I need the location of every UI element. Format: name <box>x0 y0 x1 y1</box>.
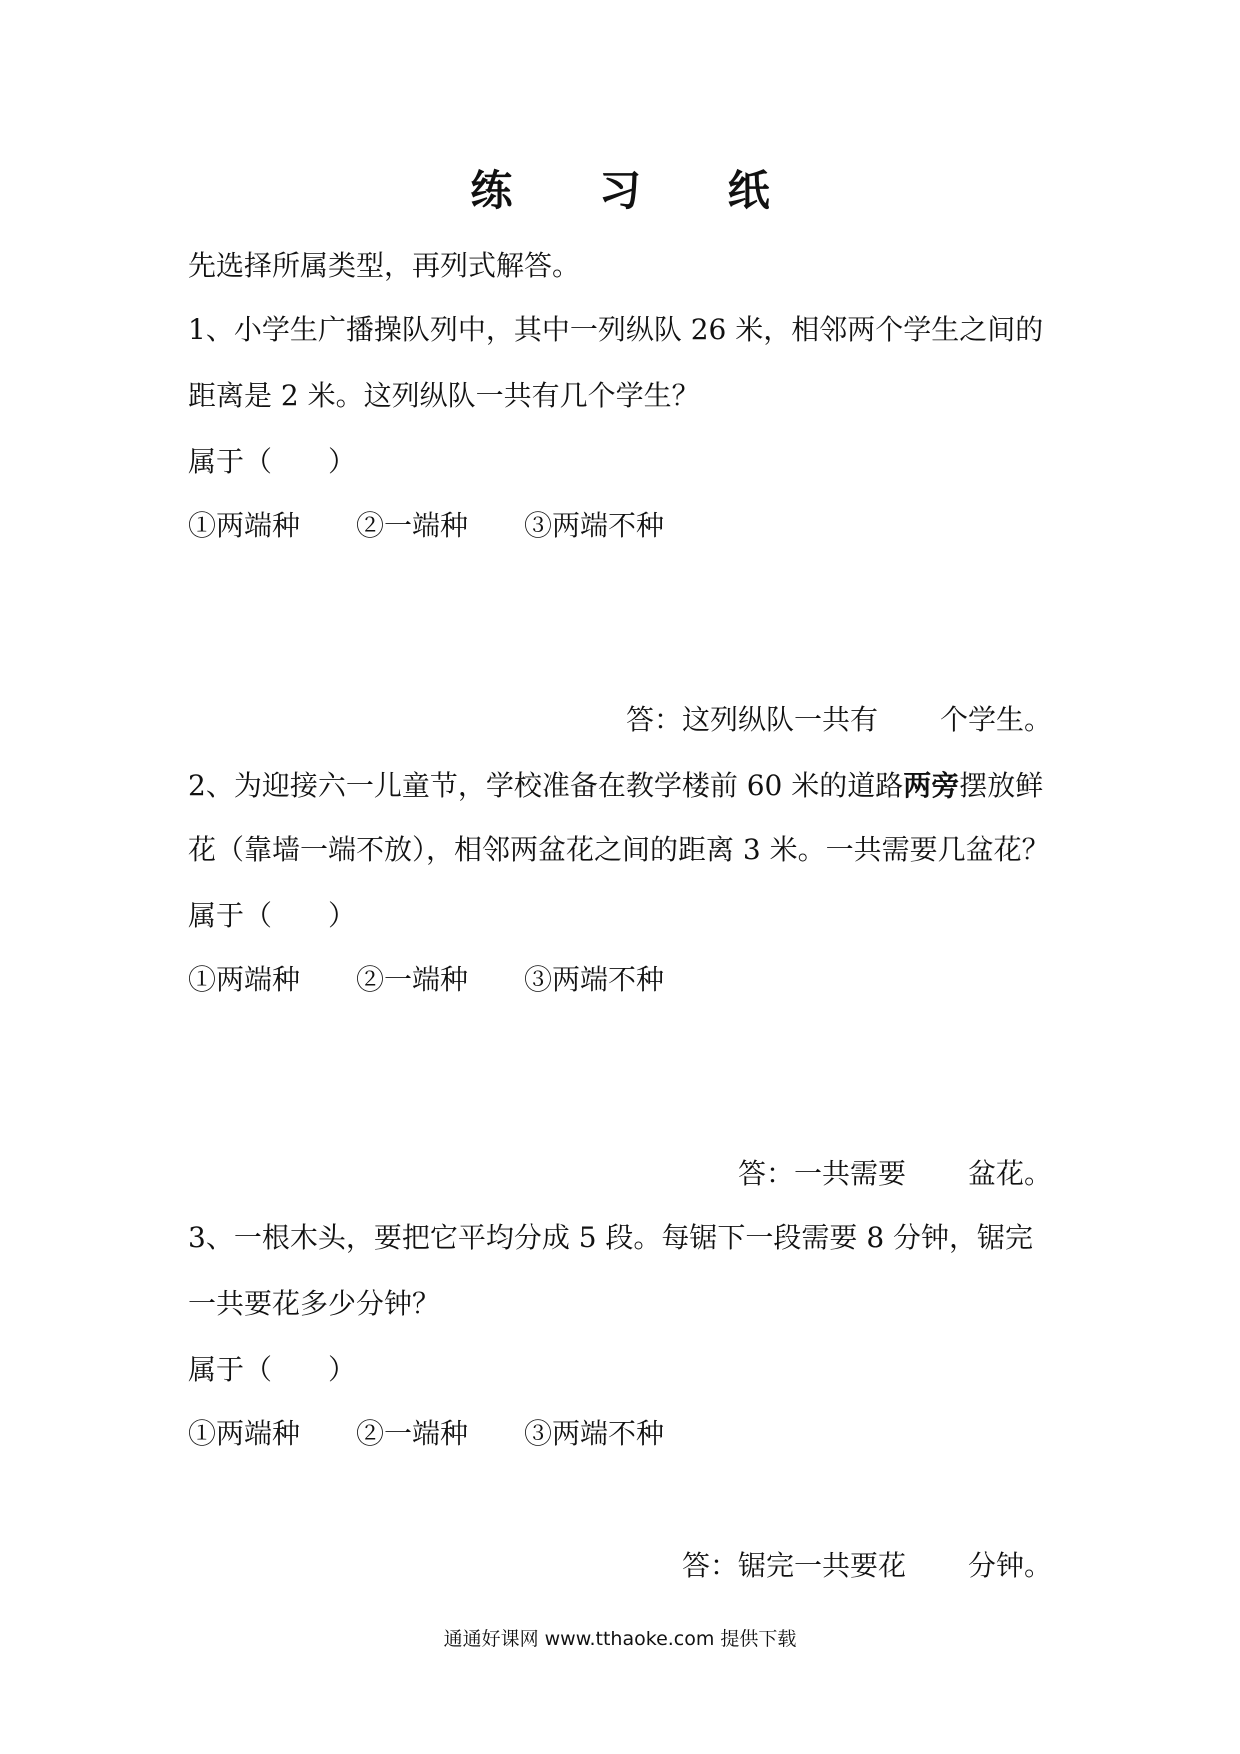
option-one-end: ②一端种 <box>356 963 469 996</box>
question-1-answer <box>626 700 1052 740</box>
answer-suffix: 个学生。 <box>939 703 1052 736</box>
question-2-answer <box>738 1154 1052 1194</box>
answer-suffix: 分钟。 <box>967 1549 1052 1582</box>
answer-prefix: 答：一共需要 <box>737 1157 906 1190</box>
question-1-options <box>188 506 720 546</box>
question-1-line-2: 距离是 2 米。这列纵队一共有几个学生？ <box>188 379 700 412</box>
option-both-ends: ①两端种 <box>188 509 301 542</box>
question-3-line-1: 3、一根木头，要把它平均分成 5 段。每锯下一段需要 8 分钟，锯完 <box>188 1221 1034 1254</box>
question-2-line-2: 花（靠墙一端不放），相邻两盆花之间的距离 3 米。一共需要几盆花？ <box>188 833 1050 866</box>
option-no-ends: ③两端不种 <box>524 963 665 996</box>
question-2-text-a: 2、为迎接六一儿童节，学校准备在教学楼前 60 米的道路 <box>188 769 904 802</box>
option-no-ends: ③两端不种 <box>524 1417 665 1450</box>
question-2-options <box>188 960 720 1000</box>
option-both-ends: ①两端种 <box>188 1417 301 1450</box>
answer-prefix: 答：锯完一共要花 <box>681 1549 906 1582</box>
option-one-end: ②一端种 <box>356 1417 469 1450</box>
question-3-answer <box>682 1546 1052 1586</box>
page-title: 练 习 纸 <box>470 166 806 215</box>
option-one-end: ②一端种 <box>356 509 469 542</box>
question-3-type-blank: 属于（ ） <box>188 1353 357 1386</box>
question-3-line-2: 一共要花多少分钟？ <box>188 1287 441 1320</box>
answer-suffix: 盆花。 <box>967 1157 1052 1190</box>
question-2-type-blank: 属于（ ） <box>188 899 357 932</box>
instructions: 先选择所属类型，再列式解答。 <box>188 249 581 282</box>
option-no-ends: ③两端不种 <box>524 509 665 542</box>
question-3-options <box>188 1414 720 1454</box>
question-2-line-1 <box>188 766 1043 806</box>
footer-source: 通通好课网 www.tthaoke.com 提供下载 <box>443 1628 797 1650</box>
option-both-ends: ①两端种 <box>188 963 301 996</box>
question-1-type-blank: 属于（ ） <box>188 445 357 478</box>
question-2-text-b: 摆放鲜 <box>959 769 1044 802</box>
question-1-line-1: 1、小学生广播操队列中，其中一列纵队 26 米，相邻两个学生之间的 <box>188 313 1044 346</box>
question-2-emphasis: 两旁 <box>903 769 960 802</box>
answer-prefix: 答：这列纵队一共有 <box>625 703 878 736</box>
